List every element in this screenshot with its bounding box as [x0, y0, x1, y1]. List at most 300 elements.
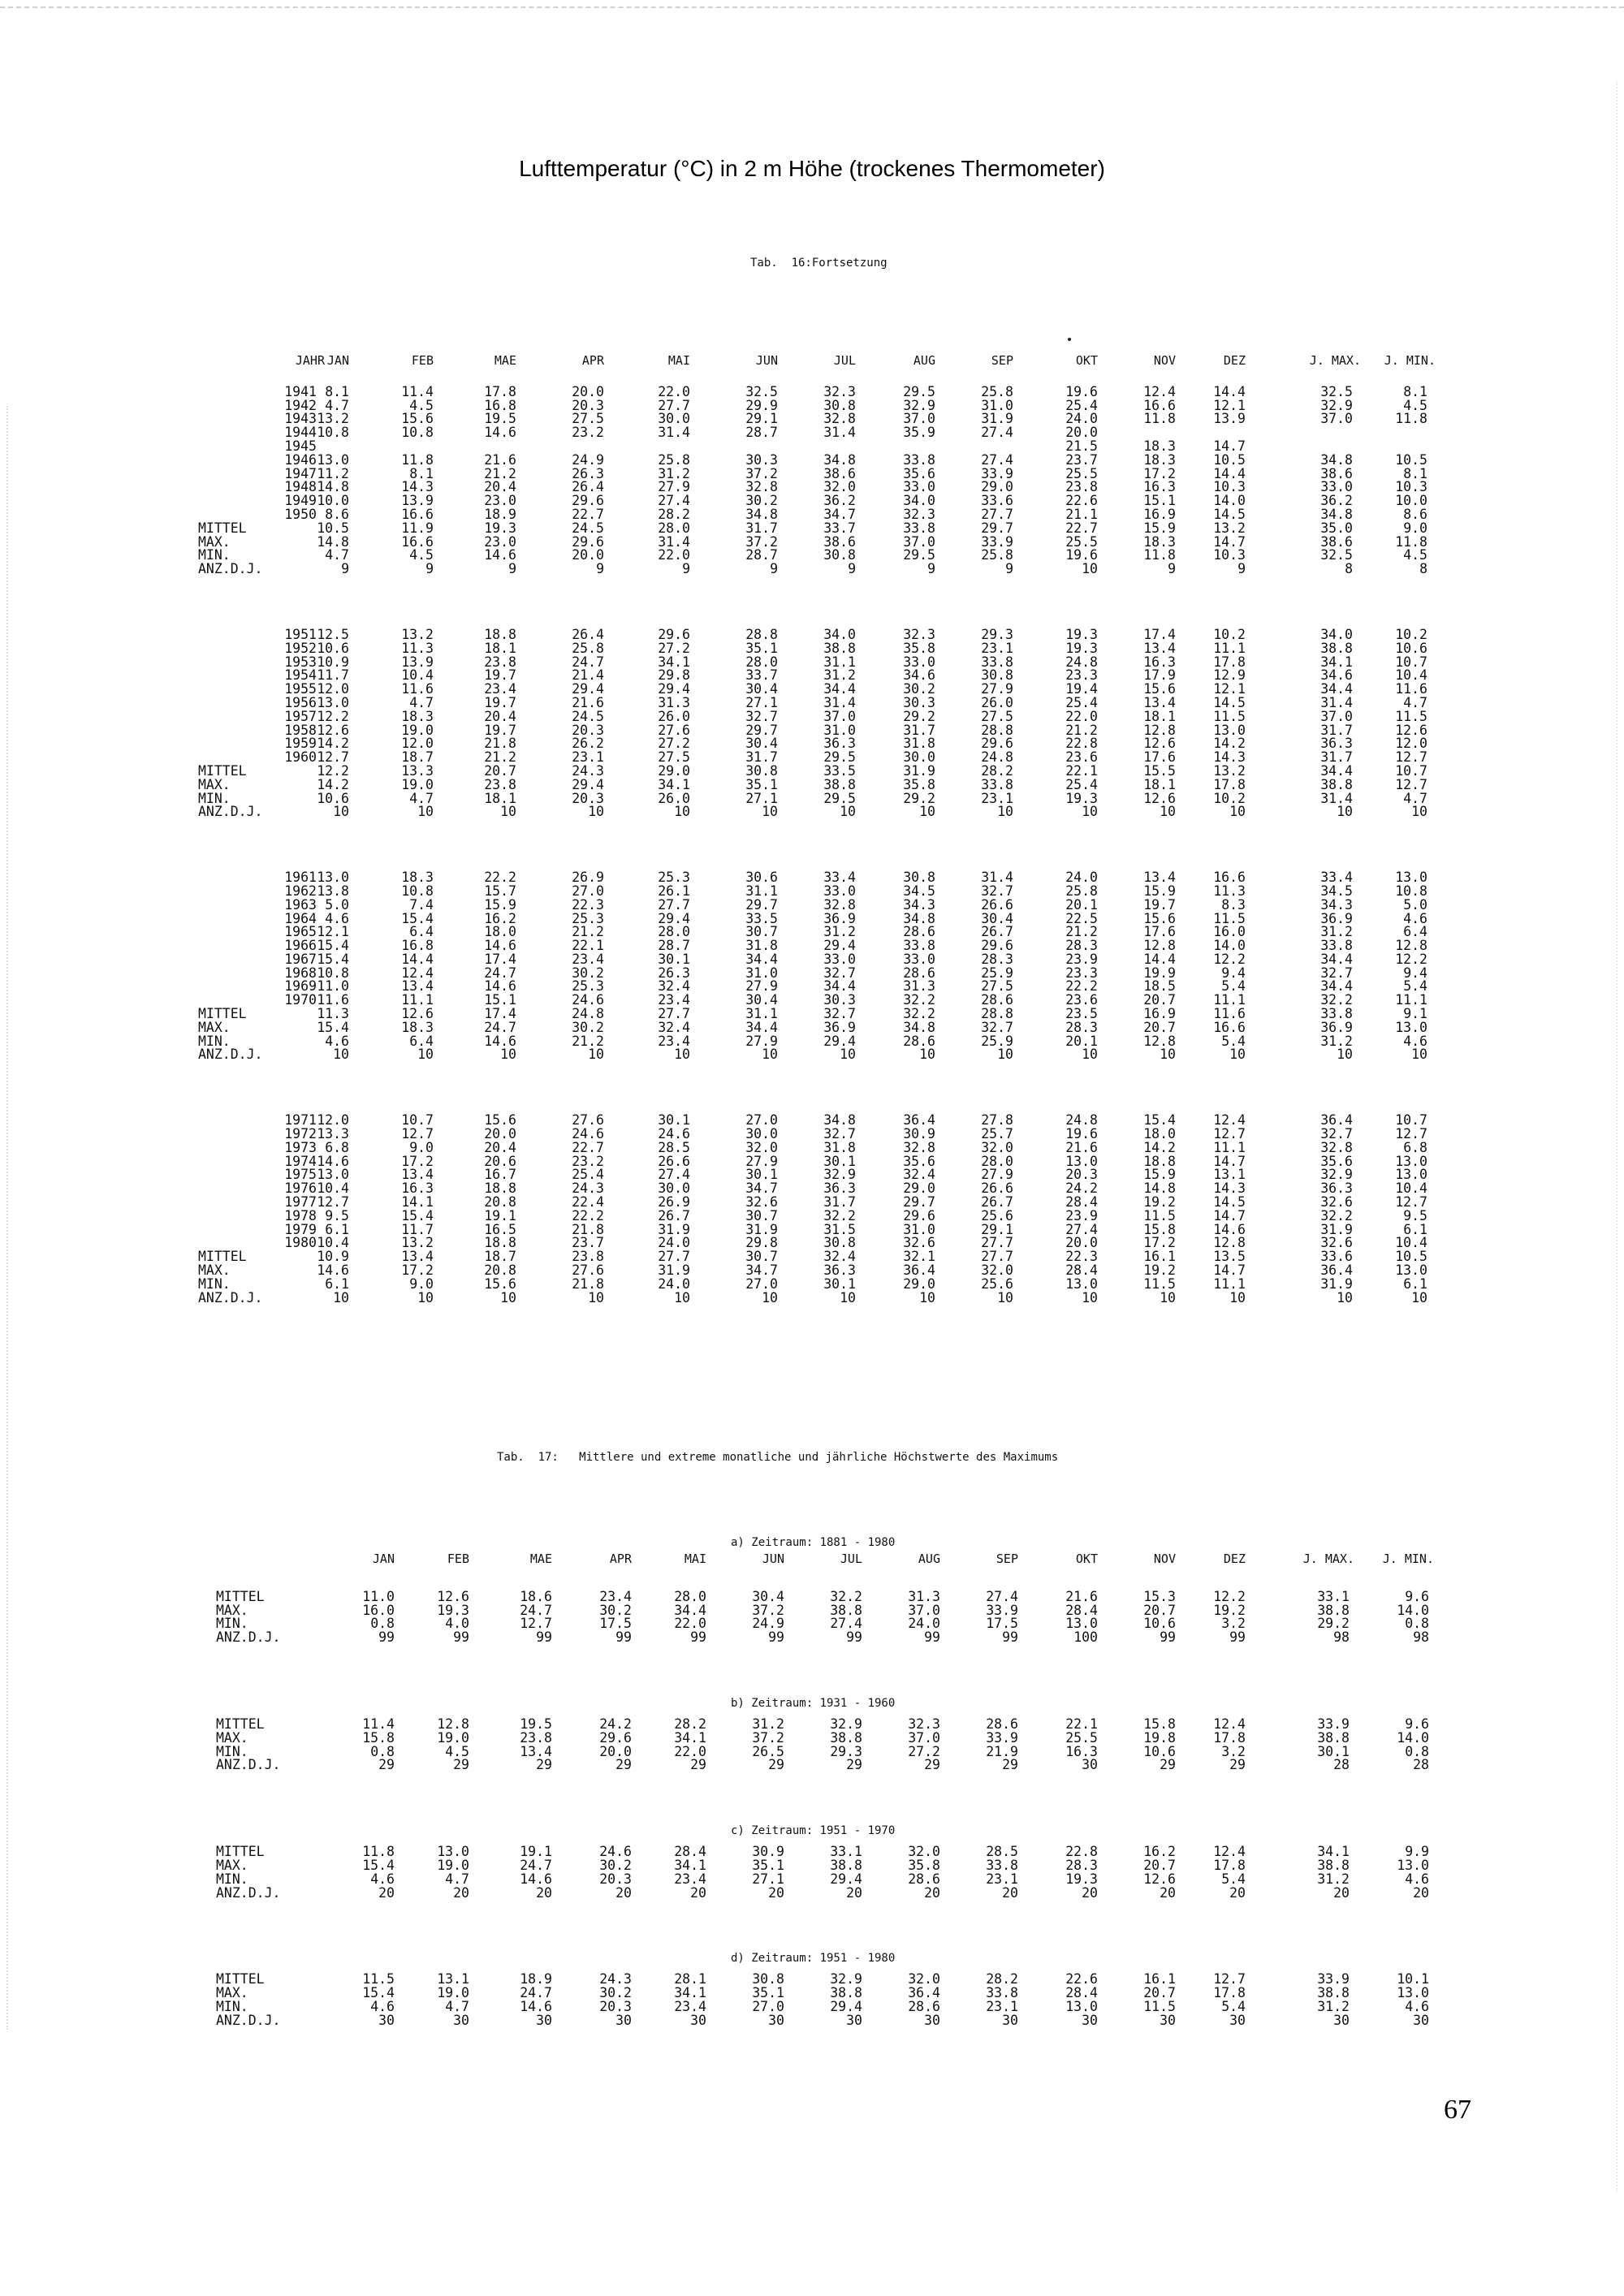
table-cell: 4.7 — [325, 547, 349, 563]
table-cell: 25.8 — [658, 451, 690, 468]
section-title: d) Zeitraum: 1951 - 1980 — [731, 1952, 896, 1966]
table-cell: 21.8 — [572, 1221, 604, 1237]
table-cell: 28.4 — [674, 1844, 706, 1860]
header-cell: J. MIN. — [1384, 353, 1436, 368]
table-cell: 29.7 — [981, 520, 1013, 536]
table-cell: 99 — [1160, 1629, 1176, 1646]
table-cell: 10 — [1229, 804, 1246, 820]
table-cell: 15.8 — [1143, 1221, 1176, 1237]
row-label: MIN. — [198, 790, 231, 806]
table-cell: 36.3 — [1320, 736, 1353, 752]
table-cell: 28.8 — [981, 1006, 1013, 1022]
table-cell: 13.2 — [1213, 762, 1246, 779]
table-cell: 16.3 — [401, 1180, 434, 1197]
table-cell: 12.7 — [401, 1126, 434, 1142]
table-cell: 100 — [1073, 1629, 1098, 1646]
table-cell: 13.4 — [401, 1249, 434, 1265]
table-cell: 6.1 — [325, 1275, 349, 1292]
table-cell: 10 — [417, 1289, 434, 1306]
table-cell: 18.3 — [1143, 438, 1176, 454]
table-cell: 32.2 — [1320, 1207, 1353, 1224]
table-cell: 24.7 — [484, 1019, 516, 1035]
table-cell: 28.3 — [1065, 1019, 1098, 1035]
table-cell: 13.0 — [317, 870, 349, 886]
table-cell: 31.4 — [823, 425, 856, 441]
header-cell: MAI — [684, 1552, 706, 1566]
table-row — [0, 1221, 1624, 1237]
table-cell: 36.3 — [823, 1180, 856, 1197]
table-cell: 30.4 — [745, 992, 778, 1008]
table-cell: 23.2 — [572, 1153, 604, 1169]
table-cell: 10 — [674, 804, 690, 820]
table-cell: 10 — [1411, 1289, 1427, 1306]
table-cell: 30.0 — [903, 749, 935, 766]
table-cell: 29.7 — [745, 722, 778, 738]
table-cell: 38.8 — [830, 1602, 862, 1618]
header-cell: JAN — [372, 1552, 395, 1566]
table-cell: 33.5 — [823, 762, 856, 779]
table-cell: 32.7 — [823, 1126, 856, 1142]
table-row — [0, 1250, 1624, 1264]
table-cell: 32.6 — [903, 1235, 935, 1251]
table-cell: 10.5 — [1213, 451, 1246, 468]
table-cell: 32.3 — [823, 383, 856, 399]
table-cell: 13.0 — [1395, 1262, 1427, 1279]
header-cell: JUN — [755, 353, 778, 368]
table-cell: 29.0 — [981, 479, 1013, 495]
table-cell: 29.4 — [830, 1998, 862, 2014]
table-cell: 99 — [846, 1629, 862, 1646]
table-cell: 10 — [1229, 1047, 1246, 1063]
table-cell: 29.6 — [572, 493, 604, 509]
table-cell: 22.0 — [658, 547, 690, 563]
table-cell: 31.2 — [1317, 1871, 1350, 1887]
table-cell: 23.0 — [484, 493, 516, 509]
table-cell: 24.0 — [1065, 870, 1098, 886]
table-cell: 14.6 — [484, 425, 516, 441]
table-cell: 9 — [682, 561, 690, 577]
table-cell: 20 — [924, 1884, 940, 1901]
table-cell: 17.4 — [1143, 626, 1176, 642]
table-cell: 16.6 — [1213, 870, 1246, 886]
table-cell: 29.6 — [981, 736, 1013, 752]
table-cell: 33.9 — [1317, 1971, 1350, 1987]
table-cell: 14.2 — [317, 776, 349, 792]
table-cell: 35.8 — [903, 776, 935, 792]
table-cell: 26.6 — [658, 1153, 690, 1169]
table-cell: 33.9 — [981, 533, 1013, 550]
table-cell: 23.6 — [1065, 749, 1098, 766]
table-cell: 9 — [425, 561, 434, 577]
table-cell: 34.6 — [903, 667, 935, 684]
table-cell: 12.7 — [1213, 1971, 1246, 1987]
table-cell: 12.7 — [1213, 1126, 1246, 1142]
table-cell: 37.0 — [1320, 411, 1353, 427]
table-cell: 10.4 — [1395, 667, 1427, 684]
table-cell: 20 — [453, 1884, 469, 1901]
table-cell: 29.4 — [823, 1033, 856, 1049]
table-cell: 37.0 — [908, 1602, 940, 1618]
table-cell: 10.6 — [317, 640, 349, 656]
table-cell: 11.7 — [317, 667, 349, 684]
table-cell: 16.6 — [1143, 397, 1176, 413]
table-cell: 19.3 — [437, 1602, 469, 1618]
table-cell: 10 — [588, 1047, 604, 1063]
table-cell: 37.2 — [745, 533, 778, 550]
row-label: 1965 — [284, 924, 317, 940]
table-cell: 31.7 — [1320, 722, 1353, 738]
table-cell: 27.4 — [981, 451, 1013, 468]
table-cell: 32.9 — [830, 1716, 862, 1732]
table-cell: 19.5 — [484, 411, 516, 427]
table-cell: 12.0 — [317, 1112, 349, 1129]
table-cell: 18.3 — [1143, 451, 1176, 468]
table-cell: 19.5 — [520, 1716, 552, 1732]
header-cell: SEP — [991, 353, 1013, 368]
table-cell: 32.0 — [981, 1139, 1013, 1155]
table-cell: 22.1 — [1065, 762, 1098, 779]
table-cell: 13.4 — [401, 1167, 434, 1183]
table-cell: 28.8 — [981, 722, 1013, 738]
table-cell: 29.6 — [599, 1729, 632, 1746]
table-cell: 12.6 — [1143, 790, 1176, 806]
table-cell: 29.5 — [823, 749, 856, 766]
table-cell: 13.3 — [317, 1126, 349, 1142]
table-cell: 21.1 — [1065, 506, 1098, 522]
table-cell: 28.0 — [658, 924, 690, 940]
table-cell: 28.6 — [981, 992, 1013, 1008]
table-cell: 32.8 — [823, 896, 856, 913]
table-cell: 7.4 — [409, 896, 434, 913]
table-cell: 13.9 — [401, 654, 434, 670]
table-cell: 19.3 — [1065, 790, 1098, 806]
table-cell: 11.1 — [1395, 992, 1427, 1008]
table-cell: 17.8 — [484, 383, 516, 399]
row-label: MAX. — [216, 1729, 248, 1746]
table-cell: 9 — [848, 561, 856, 577]
table-cell: 19.0 — [437, 1729, 469, 1746]
table-cell: 10 — [1160, 804, 1176, 820]
table-cell: 33.0 — [903, 479, 935, 495]
table-cell: 30.0 — [745, 1126, 778, 1142]
table-cell: 10.7 — [1395, 1112, 1427, 1129]
table-cell: 16.7 — [484, 1167, 516, 1183]
table-cell: 18.3 — [401, 870, 434, 886]
table-cell: 20 — [1082, 1884, 1098, 1901]
header-cell: MAE — [529, 1552, 552, 1566]
table-cell: 18.9 — [520, 1971, 552, 1987]
table-cell: 30 — [1160, 2012, 1176, 2028]
table-cell: 4.7 — [409, 790, 434, 806]
table-cell: 34.5 — [903, 883, 935, 899]
table-cell: 10.3 — [1213, 479, 1246, 495]
table-cell: 36.4 — [903, 1112, 935, 1129]
table-row — [0, 399, 1624, 413]
table-cell: 4.7 — [325, 397, 349, 413]
table-cell: 23.8 — [484, 654, 516, 670]
table-cell: 22.0 — [674, 1743, 706, 1759]
table-cell: 30 — [536, 2012, 552, 2028]
table-cell: 28.6 — [908, 1871, 940, 1887]
table-cell: 6.4 — [1403, 924, 1427, 940]
table-cell: 34.0 — [1320, 626, 1353, 642]
table-cell: 31.9 — [981, 411, 1013, 427]
table-cell: 9.5 — [1403, 1207, 1427, 1224]
table-cell: 14.8 — [317, 479, 349, 495]
header-cell: NOV — [1153, 353, 1176, 368]
header-cell: J. MAX. — [1309, 353, 1361, 368]
table-cell: 20 — [536, 1884, 552, 1901]
table-cell: 18.1 — [484, 790, 516, 806]
table-cell: 31.4 — [658, 533, 690, 550]
header-cell: JUL — [833, 353, 856, 368]
table-cell: 31.1 — [745, 883, 778, 899]
table-cell: 33.8 — [981, 776, 1013, 792]
table-cell: 21.2 — [572, 1033, 604, 1049]
table-cell: 10 — [500, 1047, 516, 1063]
header-cell: APR — [609, 1552, 632, 1566]
table-cell: 31.4 — [981, 870, 1013, 886]
table-cell: 10 — [840, 804, 856, 820]
table-cell: 38.8 — [830, 1857, 862, 1873]
table-cell: 31.1 — [823, 654, 856, 670]
table-row — [0, 910, 1624, 926]
table-cell: 19.8 — [1143, 1729, 1176, 1746]
table-cell: 10.2 — [1213, 626, 1246, 642]
row-label: MITTEL — [198, 1006, 247, 1022]
table-cell: 37.0 — [903, 411, 935, 427]
table-cell: 26.6 — [981, 896, 1013, 913]
table-cell: 25.5 — [1065, 465, 1098, 481]
table-cell: 10.7 — [1395, 654, 1427, 670]
table-row — [0, 1021, 1624, 1035]
table-cell: 24.2 — [1065, 1180, 1098, 1197]
table-cell: 14.6 — [484, 547, 516, 563]
row-label: MAX. — [216, 1857, 248, 1873]
table-cell: 9.6 — [1405, 1588, 1429, 1604]
table-cell: 30.0 — [658, 1180, 690, 1197]
table-cell: 37.2 — [745, 465, 778, 481]
table-cell: 22.8 — [1065, 736, 1098, 752]
table-cell: 15.6 — [484, 1275, 516, 1292]
table-cell: 15.9 — [1143, 520, 1176, 536]
table-cell: 32.6 — [1320, 1194, 1353, 1211]
table-cell: 99 — [690, 1629, 706, 1646]
table-cell: 18.7 — [484, 1249, 516, 1265]
table-cell: 22.6 — [1065, 1971, 1098, 1987]
table-cell: 30.1 — [1317, 1743, 1350, 1759]
table-cell: 12.8 — [437, 1716, 469, 1732]
table-cell: 36.9 — [1320, 1019, 1353, 1035]
table-cell: 23.7 — [1065, 451, 1098, 468]
table-cell: 30 — [768, 2012, 784, 2028]
table-cell: 27.6 — [572, 1112, 604, 1129]
table-cell: 18.9 — [484, 506, 516, 522]
table-cell: 33.9 — [986, 1602, 1018, 1618]
table-cell: 25.8 — [1065, 883, 1098, 899]
table-cell: 11.5 — [1143, 1998, 1176, 2014]
table-cell: 17.5 — [986, 1616, 1018, 1632]
table-cell: 32.4 — [658, 978, 690, 995]
table-cell: 10 — [919, 1289, 935, 1306]
table-cell: 31.2 — [752, 1716, 784, 1732]
table-row — [0, 896, 1624, 913]
table-cell: 10 — [762, 1047, 778, 1063]
table-cell: 30 — [1002, 2012, 1018, 2028]
table-cell: 36.3 — [823, 736, 856, 752]
table-cell: 12.6 — [317, 722, 349, 738]
table-cell: 20.8 — [484, 1194, 516, 1211]
table-cell: 14.6 — [484, 978, 516, 995]
table-cell: 11.4 — [362, 1716, 395, 1732]
table-cell: 11.6 — [1395, 681, 1427, 697]
table-cell: 18.3 — [401, 708, 434, 724]
table-cell: 14.2 — [1143, 1139, 1176, 1155]
table-cell: 29.4 — [658, 910, 690, 926]
table-cell: 32.7 — [823, 1006, 856, 1022]
table-cell: 12.8 — [1395, 938, 1427, 954]
table-cell: 12.7 — [1395, 776, 1427, 792]
row-label: MAX. — [198, 1262, 231, 1279]
table-cell: 20 — [768, 1884, 784, 1901]
table-cell: 17.2 — [401, 1262, 434, 1279]
table-cell: 32.4 — [823, 1249, 856, 1265]
table-cell: 31.9 — [658, 1262, 690, 1279]
table-cell: 8.6 — [1403, 506, 1427, 522]
table-cell: 11.1 — [1213, 1275, 1246, 1292]
row-label: 1961 — [284, 870, 317, 886]
row-label: 1973 — [284, 1139, 317, 1155]
table-cell: 10 — [1160, 1047, 1176, 1063]
table-cell: 9.4 — [1221, 965, 1246, 981]
table-cell: 34.8 — [1320, 506, 1353, 522]
table-cell: 23.5 — [1065, 1006, 1098, 1022]
table-cell: 27.4 — [1065, 1221, 1098, 1237]
table-cell: 27.7 — [658, 397, 690, 413]
table-cell: 16.9 — [1143, 1006, 1176, 1022]
table-cell: 33.8 — [986, 1985, 1018, 2001]
table-cell: 31.4 — [1320, 790, 1353, 806]
table-cell: 15.3 — [1143, 1588, 1176, 1604]
table-cell: 27.0 — [745, 1275, 778, 1292]
table-cell: 14.0 — [1213, 938, 1246, 954]
table-cell: 27.6 — [572, 1262, 604, 1279]
table-cell: 22.0 — [1065, 708, 1098, 724]
row-label: 1967 — [284, 951, 317, 967]
table-cell: 19.3 — [1065, 626, 1098, 642]
table-cell: 20.0 — [599, 1743, 632, 1759]
table-cell: 31.0 — [903, 1221, 935, 1237]
table-cell: 30.1 — [658, 951, 690, 967]
table-cell: 9 — [596, 561, 604, 577]
table-cell: 27.8 — [981, 1112, 1013, 1129]
table-cell: 31.9 — [745, 1221, 778, 1237]
table-cell: 34.4 — [1320, 681, 1353, 697]
table-cell: 23.1 — [572, 749, 604, 766]
row-label: 1944 — [284, 425, 317, 441]
table-cell: 30.9 — [752, 1844, 784, 1860]
table-cell: 16.0 — [1213, 924, 1246, 940]
table-cell: 25.6 — [981, 1275, 1013, 1292]
table-cell: 27.7 — [658, 896, 690, 913]
table-cell: 17.8 — [1213, 1985, 1246, 2001]
table-cell: 30 — [924, 2012, 940, 2028]
table-cell: 24.8 — [1065, 1112, 1098, 1129]
table-row — [0, 1289, 1624, 1306]
table-cell: 10 — [840, 1047, 856, 1063]
table-cell: 17.8 — [1213, 1729, 1246, 1746]
table-cell: 27.5 — [981, 978, 1013, 995]
table-cell: 13.4 — [1143, 870, 1176, 886]
table-cell: 3.2 — [1221, 1616, 1246, 1632]
header-cell: DEZ — [1223, 353, 1246, 368]
table-cell: 33.6 — [1320, 1249, 1353, 1265]
table-cell: 11.5 — [1395, 708, 1427, 724]
table-cell: 13.0 — [1395, 1019, 1427, 1035]
table-cell: 12.0 — [1395, 736, 1427, 752]
table-cell: 34.7 — [745, 1262, 778, 1279]
table-cell: 99 — [924, 1629, 940, 1646]
table-cell: 4.5 — [1403, 397, 1427, 413]
table-cell: 22.7 — [1065, 520, 1098, 536]
table-cell: 29.4 — [572, 681, 604, 697]
table-cell: 18.0 — [484, 924, 516, 940]
table-cell: 11.8 — [1143, 411, 1176, 427]
table-cell: 24.7 — [572, 654, 604, 670]
table-cell: 13.2 — [401, 626, 434, 642]
table-cell: 19.1 — [484, 1207, 516, 1224]
table-cell: 32.9 — [830, 1971, 862, 1987]
table-cell: 23.1 — [981, 640, 1013, 656]
table-cell: 30 — [1082, 1757, 1098, 1773]
table-cell: 12.8 — [1143, 938, 1176, 954]
table-cell: 6.8 — [1403, 1139, 1427, 1155]
table-cell: 36.4 — [908, 1985, 940, 2001]
table-cell: 28.2 — [981, 762, 1013, 779]
table-cell: 9.5 — [325, 1207, 349, 1224]
table-cell: 20.0 — [572, 383, 604, 399]
table-row — [0, 451, 1624, 468]
table-cell: 14.4 — [1213, 465, 1246, 481]
table-cell: 25.4 — [1065, 776, 1098, 792]
table-cell: 10.2 — [1213, 790, 1246, 806]
table-cell: 13.2 — [401, 1235, 434, 1251]
table-cell: 14.5 — [1213, 506, 1246, 522]
table16 — [0, 354, 1624, 1305]
table-cell: 22.7 — [572, 506, 604, 522]
table-cell: 24.3 — [572, 1180, 604, 1197]
table-cell: 18.3 — [1143, 533, 1176, 550]
table-row — [0, 383, 1624, 399]
table-row — [0, 1114, 1624, 1128]
table16-header — [0, 354, 1624, 368]
table-cell: 27.4 — [986, 1588, 1018, 1604]
header-cell: MAI — [667, 353, 690, 368]
table-cell: 36.9 — [823, 910, 856, 926]
table-cell: 38.8 — [830, 1729, 862, 1746]
table-cell: 10.8 — [401, 425, 434, 441]
table-cell: 30.8 — [752, 1971, 784, 1987]
table-cell: 12.5 — [317, 626, 349, 642]
table-cell: 32.0 — [823, 479, 856, 495]
row-label: 1951 — [284, 626, 317, 642]
row-label: 1974 — [284, 1153, 317, 1169]
table-cell: 20.0 — [1065, 425, 1098, 441]
row-label: 1978 — [284, 1207, 317, 1224]
table-cell: 26.7 — [658, 1207, 690, 1224]
row-label: MIN. — [198, 1033, 231, 1049]
table-cell: 12.8 — [1213, 1235, 1246, 1251]
